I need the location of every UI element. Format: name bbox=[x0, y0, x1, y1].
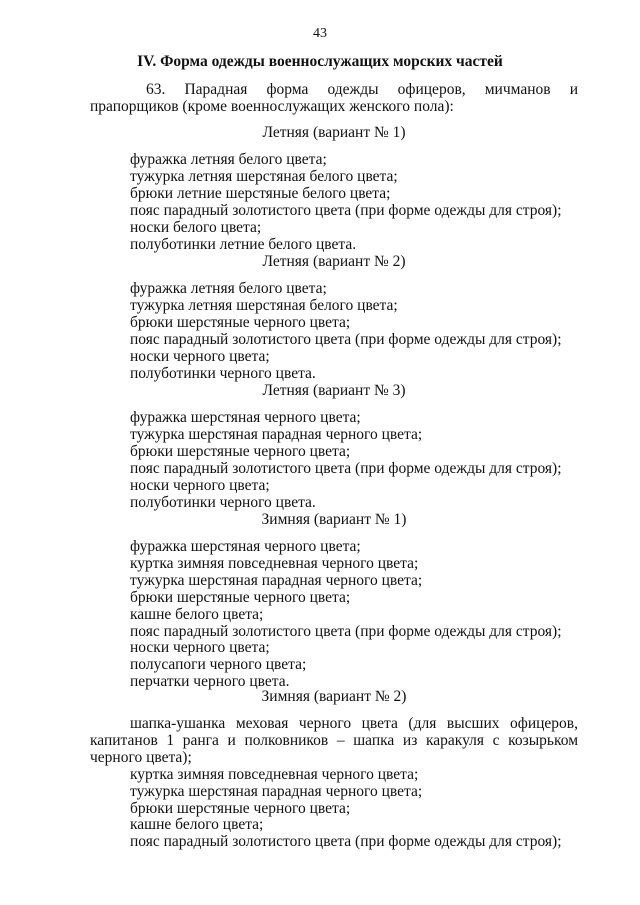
section-title: Летняя (вариант № 3) bbox=[262, 382, 406, 399]
list-item: брюки шерстяные черного цвета; bbox=[130, 442, 351, 460]
list-item: полуботинки летние белого цвета. bbox=[130, 235, 357, 253]
chapter-heading: IV. Форма одежды военнослужащих морских частей bbox=[137, 53, 503, 70]
list-item: брюки шерстяные черного цвета; bbox=[130, 799, 351, 817]
list-item: тужурка летняя шерстяная белого цвета; bbox=[130, 167, 398, 185]
section-summer-variant-2 bbox=[90, 253, 578, 382]
list-item: перчатки черного цвета. bbox=[130, 673, 290, 691]
item-list bbox=[90, 281, 578, 382]
list-item: носки черного цвета; bbox=[130, 476, 270, 494]
list-item: пояс парадный золотистого цвета (при форме одежды для строя); bbox=[130, 330, 562, 348]
list-item: шапка-ушанка меховая черного цвета (для высших офицеров, капитанов 1 ранга и полковников – шапка из каракуля с козырьком черного цвета); bbox=[90, 715, 578, 766]
list-item: тужурка летняя шерстяная белого цвета; bbox=[130, 296, 398, 314]
list-item: фуражка шерстяная черного цвета; bbox=[130, 538, 361, 555]
list-item: пояс парадный золотистого цвета (при форме одежды для строя); bbox=[130, 201, 562, 219]
list-item: фуражка шерстяная черного цвета; bbox=[130, 409, 361, 426]
list-item: пояс парадный золотистого цвета (при форме одежды для строя); bbox=[130, 833, 562, 851]
list-item: брюки шерстяные черного цвета; bbox=[130, 588, 351, 606]
list-item: полусапоги черного цвета; bbox=[130, 656, 307, 674]
section-title: Летняя (вариант № 1) bbox=[262, 124, 406, 141]
list-item: носки черного цвета; bbox=[130, 347, 270, 365]
list-item: куртка зимняя повседневная черного цвета; bbox=[130, 554, 419, 572]
list-item: носки черного цвета; bbox=[130, 639, 270, 657]
item-list bbox=[90, 152, 578, 253]
list-item: пояс парадный золотистого цвета (при форме одежды для строя); bbox=[130, 459, 562, 477]
list-item: кашне белого цвета; bbox=[130, 605, 264, 623]
section-summer-variant-1 bbox=[90, 124, 578, 253]
section-summer-variant-3 bbox=[90, 382, 578, 511]
item-list bbox=[90, 539, 578, 691]
list-item: брюки шерстяные черного цвета; bbox=[130, 313, 351, 331]
list-item: кашне белого цвета; bbox=[130, 816, 264, 834]
list-item: тужурка шерстяная парадная черного цвета; bbox=[130, 571, 423, 589]
item-list bbox=[90, 716, 578, 851]
list-item: полуботинки черного цвета. bbox=[130, 364, 316, 382]
list-item: пояс парадный золотистого цвета (при форме одежды для строя); bbox=[130, 622, 562, 640]
section-title: Летняя (вариант № 2) bbox=[262, 253, 406, 270]
list-item: куртка зимняя повседневная черного цвета; bbox=[130, 765, 419, 783]
section-winter-variant-1 bbox=[90, 511, 578, 691]
list-item: фуражка летняя белого цвета; bbox=[130, 151, 327, 168]
item-list bbox=[90, 410, 578, 511]
section-winter-variant-2 bbox=[90, 688, 578, 851]
page-number: 43 bbox=[313, 26, 327, 41]
paragraph-63: 63. Парадная форма одежды офицеров, мичманов и прапорщиков (кроме военнослужащих женского пола): bbox=[90, 81, 578, 115]
list-item: тужурка шерстяная парадная черного цвета; bbox=[130, 782, 423, 800]
list-item: тужурка шерстяная парадная черного цвета; bbox=[130, 425, 423, 443]
list-item: фуражка летняя белого цвета; bbox=[130, 280, 327, 297]
list-item: носки белого цвета; bbox=[130, 218, 262, 236]
section-title: Зимняя (вариант № 1) bbox=[261, 511, 407, 528]
section-title: Зимняя (вариант № 2) bbox=[261, 688, 407, 705]
list-item: полуботинки черного цвета. bbox=[130, 493, 316, 511]
list-item: брюки летние шерстяные белого цвета; bbox=[130, 184, 391, 202]
